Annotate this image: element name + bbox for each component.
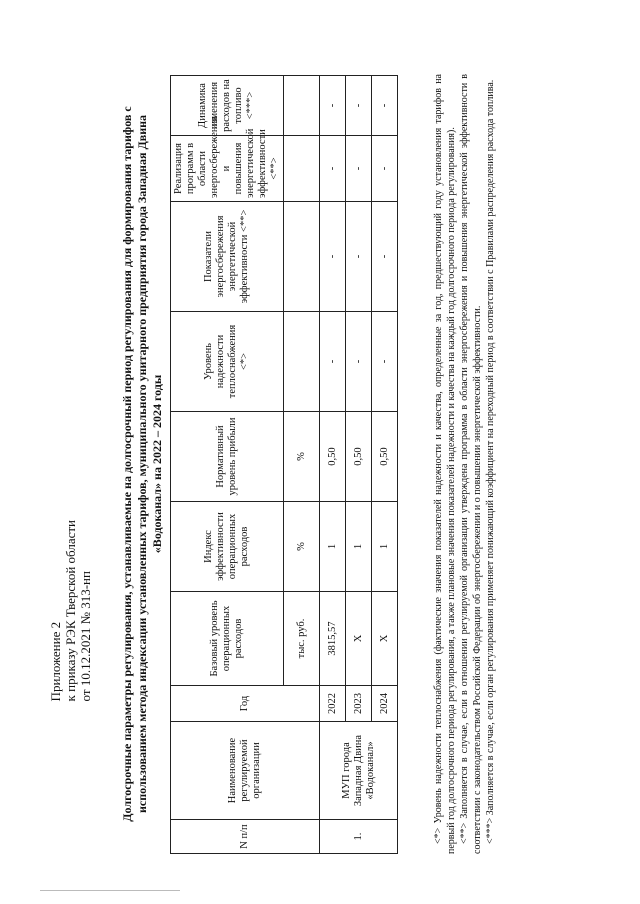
header-programs: Реализация программ в области энергосбережения и повышения энергетической эффективности <**> bbox=[171, 136, 284, 202]
header-reliability: Уровень надежности теплоснабжения <*> bbox=[171, 312, 284, 412]
cell-base: 3815,57 bbox=[320, 592, 346, 686]
header-index: Индекс эффективности операционных расходов bbox=[171, 502, 284, 592]
header-energy: Показатели энергосбережения энергетической эффективности <**> bbox=[171, 202, 284, 312]
header-row bbox=[171, 76, 284, 854]
header-profit: Нормативный уровень прибыли bbox=[171, 412, 284, 502]
cell-base: X bbox=[346, 592, 372, 686]
footnote-2: <**> Заполняется в случае, если в отношении регулируемой организации утверждена программа в области энергосбережения и повышения энергетической эффективности в соответствии с законодательством Российской Федерации об энергосбережении и о повышении энергетической эффективности. bbox=[459, 74, 483, 854]
cell-index: 1 bbox=[372, 502, 398, 592]
cell-reliability: - bbox=[372, 312, 398, 412]
cell-energy: - bbox=[346, 202, 372, 312]
cell-fuel: - bbox=[372, 76, 398, 136]
cell-reliability: - bbox=[320, 312, 346, 412]
header-year: Год bbox=[171, 686, 320, 722]
cell-programs: - bbox=[320, 136, 346, 202]
header-base: Базовый уровень операционных расходов bbox=[171, 592, 284, 686]
cell-index: 1 bbox=[320, 502, 346, 592]
table-row bbox=[320, 76, 346, 854]
cell-reliability: - bbox=[346, 312, 372, 412]
cell-year: 2022 bbox=[320, 686, 346, 722]
footnote-1: <*> Уровень надежности теплоснабжения (фактические значения показателей надежности и качества, определенные за год, предшествующий году установления тарифов на первый год долгосрочного периода регулирования, а также плановые значения показателей надежности и качества на каждый год долгосрочного периода регулирования). bbox=[433, 74, 457, 854]
cell-energy: - bbox=[320, 202, 346, 312]
cell-year: 2024 bbox=[372, 686, 398, 722]
unit-index: % bbox=[284, 502, 320, 592]
unit-fuel bbox=[284, 76, 320, 136]
unit-profit: % bbox=[284, 412, 320, 502]
cell-energy: - bbox=[372, 202, 398, 312]
appendix-line-2: к приказу РЭК Тверской области bbox=[63, 520, 78, 702]
unit-programs bbox=[284, 136, 320, 202]
org-name: МУП города Западная Двина «Водоканал» bbox=[320, 722, 398, 820]
appendix-line-3: от 10.12.2021 № 313-нп bbox=[78, 571, 93, 702]
footnotes bbox=[432, 74, 497, 854]
cell-profit: 0,50 bbox=[320, 412, 346, 502]
cell-programs: - bbox=[372, 136, 398, 202]
cell-profit: 0,50 bbox=[372, 412, 398, 502]
unit-base: тыс. руб. bbox=[284, 592, 320, 686]
document-title: Долгосрочные параметры регулирования, устанавливаемые на долгосрочный период регулирования для формирования тарифов с использованием метода индексации установленных тарифов, муниципального унитарного предприятия города Западная Двина «Водоканал» на 2022 – 2024 годы bbox=[120, 106, 164, 822]
appendix-line-1: Приложение 2 bbox=[48, 621, 63, 702]
cell-programs: - bbox=[346, 136, 372, 202]
row-number: 1. bbox=[320, 820, 398, 854]
unit-energy bbox=[284, 202, 320, 312]
header-num: N п/п bbox=[171, 820, 320, 854]
cell-fuel: - bbox=[320, 76, 346, 136]
footnote-3: <***> Заполняется в случае, если орган регулирования применяет понижающий коэффициент на переходный период в соответствии с Правилами распределения расхода топлива. bbox=[485, 79, 496, 844]
parameters-table bbox=[170, 75, 398, 854]
cell-base: X bbox=[372, 592, 398, 686]
cell-fuel: - bbox=[346, 76, 372, 136]
cell-index: 1 bbox=[346, 502, 372, 592]
unit-reliability bbox=[284, 312, 320, 412]
cell-profit: 0,50 bbox=[346, 412, 372, 502]
header-fuel: Динамика изменения расходов на топливо <***> bbox=[171, 76, 284, 136]
cell-year: 2023 bbox=[346, 686, 372, 722]
appendix-header bbox=[48, 520, 93, 701]
header-org: Наименование регулируемой организации bbox=[171, 722, 320, 820]
